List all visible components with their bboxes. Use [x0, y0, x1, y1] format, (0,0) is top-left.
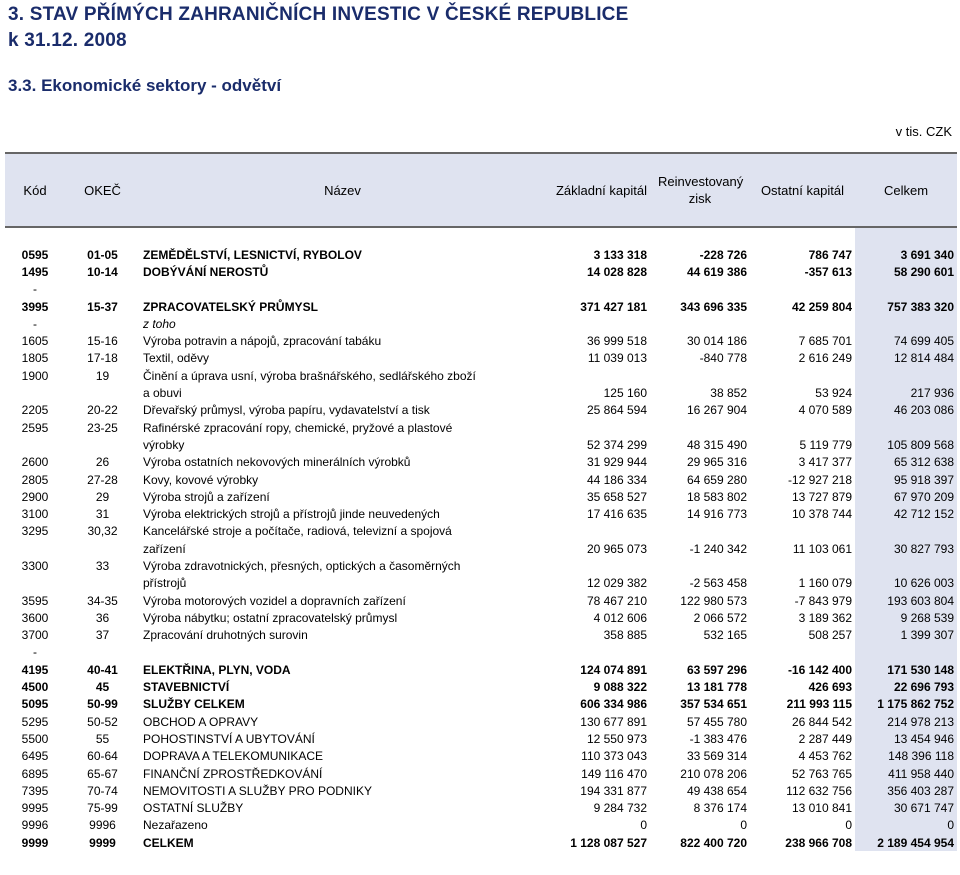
row-kod: 1805	[21, 351, 49, 366]
row-celkem: 171 530 148	[855, 661, 957, 678]
row-kod: 2900	[21, 489, 49, 504]
row-ostatni-kapital: -12 927 218	[787, 472, 852, 487]
table-row	[5, 402, 957, 419]
table-row	[5, 834, 957, 851]
row-okec: 36	[95, 610, 110, 625]
row-kod: 6895	[21, 766, 49, 781]
row-celkem: 74 699 405	[855, 332, 957, 349]
row-okec: 75-99	[87, 801, 118, 816]
section-title: 3.3. Ekonomické sektory - odvětví	[8, 76, 282, 95]
row-okec: 9999	[89, 835, 116, 850]
row-nazev: OSTATNÍ SLUŽBY	[143, 801, 244, 816]
row-kod: 3995	[21, 299, 49, 314]
row-kod: -	[33, 645, 37, 660]
row-reinvestovany-zisk: 8 376 174	[693, 801, 747, 816]
table-header-row	[5, 153, 957, 227]
row-okec: 55	[95, 731, 110, 746]
row-okec: 01-05	[87, 247, 118, 262]
table-row	[5, 730, 957, 747]
row-ostatni-kapital: 211 993 115	[786, 697, 852, 712]
row-ostatni-kapital: 7 685 701	[798, 334, 852, 349]
row-kod: 3100	[21, 507, 49, 522]
row-celkem	[855, 315, 957, 332]
row-zakladni-kapital: 606 334 986	[580, 697, 647, 712]
row-nazev: Dřevařský průmysl, výroba papíru, vydavatelství a tisk	[143, 403, 430, 418]
row-celkem: 58 290 601	[855, 263, 957, 280]
row-kod: 1900	[21, 368, 49, 383]
row-nazev: POHOSTINSTVÍ A UBYTOVÁNÍ	[143, 731, 315, 746]
row-zakladni-kapital: 125 160	[603, 386, 647, 401]
row-nazev: DOBÝVÁNÍ NEROSTŮ	[143, 264, 269, 279]
row-reinvestovany-zisk	[650, 367, 750, 384]
row-reinvestovany-zisk: 49 438 654	[686, 783, 747, 798]
row-celkem: 214 978 213	[855, 713, 957, 730]
row-kod	[5, 384, 65, 401]
row-kod: 3295	[21, 524, 49, 539]
row-okec: 70-74	[87, 783, 118, 798]
row-celkem: 105 809 568	[855, 436, 957, 453]
row-reinvestovany-zisk: 44 619 386	[686, 264, 747, 279]
row-nazev: Výroba nábytku; ostatní zpracovatelský průmysl	[143, 610, 398, 625]
header-kod: Kód	[5, 153, 65, 227]
row-okec: 40-41	[87, 662, 118, 677]
row-zakladni-kapital: 11 039 013	[587, 351, 647, 366]
row-reinvestovany-zisk: 532 165	[703, 628, 747, 643]
row-ostatni-kapital: 3 417 377	[798, 455, 852, 470]
row-okec: 65-67	[87, 766, 118, 781]
row-kod: 9996	[21, 818, 49, 833]
row-kod: 7395	[21, 783, 49, 798]
row-celkem: 9 268 539	[855, 609, 957, 626]
row-reinvestovany-zisk: 343 696 335	[680, 299, 747, 314]
row-okec	[65, 644, 140, 661]
row-kod: -	[33, 282, 37, 297]
row-okec	[65, 384, 140, 401]
row-celkem: 46 203 086	[855, 402, 957, 419]
row-kod: 4500	[21, 680, 49, 695]
row-celkem: 757 383 320	[855, 298, 957, 315]
row-zakladni-kapital: 31 929 944	[586, 455, 647, 470]
row-okec: 50-99	[87, 697, 118, 712]
table-row	[5, 540, 957, 557]
row-zakladni-kapital: 35 658 527	[586, 489, 647, 504]
row-celkem	[855, 419, 957, 436]
table-row	[5, 765, 957, 782]
row-kod: 4195	[21, 662, 49, 677]
row-nazev: Činění a úprava usní, výroba brašnářského, sedlářského zboží	[143, 368, 476, 383]
row-okec: 45	[95, 680, 110, 695]
row-okec	[65, 281, 140, 298]
row-reinvestovany-zisk: -1 383 476	[689, 731, 747, 746]
row-reinvestovany-zisk	[650, 315, 750, 332]
row-kod	[5, 436, 65, 453]
row-celkem	[855, 644, 957, 661]
row-celkem: 148 396 118	[855, 748, 957, 765]
row-zakladni-kapital: 130 677 891	[580, 714, 647, 729]
table-row	[5, 609, 957, 626]
row-kod: 2600	[21, 455, 49, 470]
row-kod: 2805	[21, 472, 49, 487]
header-zakladni-kapital: Základní kapitál	[545, 153, 650, 227]
row-zakladni-kapital: 14 028 828	[586, 264, 647, 279]
row-zakladni-kapital: 12 550 973	[586, 731, 647, 746]
table-row	[5, 592, 957, 609]
row-okec: 9996	[89, 818, 116, 833]
row-ostatni-kapital: 53 924	[815, 386, 852, 401]
row-okec: 17-18	[87, 351, 118, 366]
row-zakladni-kapital: 9 284 732	[593, 801, 647, 816]
row-ostatni-kapital: 786 747	[808, 247, 852, 262]
row-ostatni-kapital: 1 160 079	[798, 576, 852, 591]
row-celkem	[855, 557, 957, 574]
header-okec: OKEČ	[65, 153, 140, 227]
row-nazev: STAVEBNICTVÍ	[143, 680, 230, 695]
row-zakladni-kapital	[545, 644, 650, 661]
header-reinvestovany-zisk: Reinvestovaný zisk	[650, 153, 750, 227]
row-reinvestovany-zisk	[650, 281, 750, 298]
row-nazev: Rafinérské zpracování ropy, chemické, pryžové a plastové	[143, 420, 453, 435]
row-celkem	[855, 281, 957, 298]
table-row	[5, 817, 957, 834]
row-celkem	[855, 367, 957, 384]
row-zakladni-kapital: 110 373 043	[581, 749, 647, 764]
row-kod: 6495	[21, 749, 49, 764]
header-ostatni-kapital: Ostatní kapitál	[750, 153, 855, 227]
row-ostatni-kapital: 3 189 362	[798, 610, 852, 625]
row-ostatni-kapital: 13 010 841	[791, 801, 852, 816]
row-nazev: Textil, oděvy	[143, 351, 210, 366]
row-zakladni-kapital: 194 331 877	[580, 783, 647, 798]
row-kod: 0595	[21, 247, 49, 262]
row-okec	[65, 540, 140, 557]
row-reinvestovany-zisk: -2 563 458	[689, 576, 747, 591]
row-ostatni-kapital: 13 727 879	[791, 489, 852, 504]
row-kod	[5, 540, 65, 557]
row-okec: 34-35	[87, 593, 118, 608]
row-zakladni-kapital	[545, 557, 650, 574]
row-nazev: Výroba ostatních nekovových minerálních výrobků	[143, 455, 411, 470]
row-nazev: Kancelářské stroje a počítače, radiová, televizní a spojová	[143, 524, 452, 539]
row-zakladni-kapital: 124 074 891	[580, 662, 647, 677]
row-reinvestovany-zisk: 16 267 904	[686, 403, 747, 418]
row-nazev: ZPRACOVATELSKÝ PRŮMYSL	[143, 299, 318, 314]
row-reinvestovany-zisk: 29 965 316	[686, 455, 747, 470]
table-row	[5, 315, 957, 332]
row-zakladni-kapital: 4 012 606	[593, 610, 647, 625]
table-row	[5, 713, 957, 730]
row-zakladni-kapital: 25 864 594	[586, 403, 647, 418]
row-ostatni-kapital: -357 613	[804, 264, 852, 279]
row-reinvestovany-zisk: 30 014 186	[686, 334, 747, 349]
row-kod: 9995	[21, 801, 49, 816]
row-nazev: Výroba potravin a nápojů, zpracování tabáku	[143, 334, 382, 349]
row-nazev: Výroba zdravotnických, přesných, optických a časoměrných	[143, 558, 461, 573]
row-reinvestovany-zisk	[650, 523, 750, 540]
row-ostatni-kapital: 4 070 589	[798, 403, 852, 418]
table-row	[5, 644, 957, 661]
row-zakladni-kapital	[545, 419, 650, 436]
row-reinvestovany-zisk: -840 778	[699, 351, 747, 366]
row-okec: 15-37	[87, 299, 118, 314]
row-celkem	[855, 523, 957, 540]
row-celkem: 30 671 747	[855, 800, 957, 817]
row-kod: 5095	[21, 697, 49, 712]
row-okec	[65, 436, 140, 453]
row-nazev: zařízení	[143, 541, 186, 556]
row-reinvestovany-zisk: 357 534 651	[680, 697, 747, 712]
row-kod: 5295	[21, 714, 49, 729]
table-row	[5, 505, 957, 522]
row-reinvestovany-zisk	[650, 419, 750, 436]
row-kod: 1605	[21, 334, 49, 349]
table-row	[5, 696, 957, 713]
table-row	[5, 436, 957, 453]
row-kod: 3600	[21, 610, 49, 625]
table-row	[5, 281, 957, 298]
row-zakladni-kapital: 1 128 087 527	[570, 835, 647, 850]
row-celkem: 1 175 862 752	[855, 696, 957, 713]
row-ostatni-kapital	[750, 557, 855, 574]
row-reinvestovany-zisk: 122 980 573	[680, 593, 747, 608]
row-reinvestovany-zisk: 64 659 280	[686, 472, 747, 487]
table-row	[5, 227, 957, 263]
row-nazev	[140, 644, 545, 661]
row-okec	[65, 315, 140, 332]
row-kod	[5, 575, 65, 592]
row-nazev: ELEKTŘINA, PLYN, VODA	[143, 662, 291, 677]
row-ostatni-kapital: 4 453 762	[798, 749, 852, 764]
row-reinvestovany-zisk	[650, 557, 750, 574]
page-title-date: k 31.12. 2008	[8, 30, 127, 51]
row-reinvestovany-zisk: 210 078 206	[680, 766, 747, 781]
table-row	[5, 332, 957, 349]
row-nazev: Výroba strojů a zařízení	[143, 489, 270, 504]
row-celkem: 3 691 340	[855, 227, 957, 263]
header-nazev: Název	[140, 153, 545, 227]
row-reinvestovany-zisk: 48 315 490	[686, 437, 747, 452]
table-row	[5, 454, 957, 471]
row-okec: 50-52	[87, 714, 118, 729]
table-row	[5, 367, 957, 384]
row-nazev: FINANČNÍ ZPROSTŘEDKOVÁNÍ	[143, 766, 323, 781]
row-kod: 1495	[21, 264, 49, 279]
row-ostatni-kapital	[750, 419, 855, 436]
row-nazev: ZEMĚDĚLSTVÍ, LESNICTVÍ, RYBOLOV	[143, 247, 362, 262]
row-ostatni-kapital: 26 844 542	[791, 714, 852, 729]
row-zakladni-kapital: 44 186 334	[586, 472, 647, 487]
row-zakladni-kapital: 52 374 299	[586, 437, 647, 452]
row-celkem: 1 399 307	[855, 627, 957, 644]
row-okec: 29	[95, 489, 110, 504]
header-celkem: Celkem	[855, 153, 957, 227]
row-kod: 2205	[21, 403, 49, 418]
row-okec: 19	[95, 368, 110, 383]
table-row	[5, 488, 957, 505]
row-okec: 20-22	[87, 403, 118, 418]
row-celkem: 217 936	[855, 384, 957, 401]
row-nazev: DOPRAVA A TELEKOMUNIKACE	[143, 749, 324, 764]
row-ostatni-kapital: 11 103 061	[792, 541, 852, 556]
row-zakladni-kapital: 12 029 382	[586, 576, 647, 591]
row-zakladni-kapital: 0	[640, 818, 647, 833]
table-row	[5, 575, 957, 592]
row-kod: 2595	[21, 420, 49, 435]
table-row	[5, 661, 957, 678]
row-reinvestovany-zisk: 0	[740, 818, 747, 833]
table-row	[5, 471, 957, 488]
row-okec: 30,32	[87, 524, 118, 539]
table-row	[5, 800, 957, 817]
table-row	[5, 384, 957, 401]
row-celkem: 22 696 793	[855, 678, 957, 695]
row-zakladni-kapital: 20 965 073	[586, 541, 647, 556]
row-ostatni-kapital: 238 966 708	[785, 835, 852, 850]
table-row	[5, 748, 957, 765]
row-kod: 3700	[21, 628, 49, 643]
table-row	[5, 523, 957, 540]
row-celkem: 65 312 638	[855, 454, 957, 471]
row-nazev: SLUŽBY CELKEM	[143, 697, 245, 712]
fdi-sector-table	[5, 152, 957, 851]
row-celkem: 30 827 793	[855, 540, 957, 557]
row-okec	[65, 575, 140, 592]
table-row	[5, 627, 957, 644]
row-reinvestovany-zisk: 57 455 780	[686, 714, 747, 729]
row-kod: -	[33, 316, 37, 331]
row-okec: 31	[95, 507, 110, 522]
row-celkem: 193 603 804	[855, 592, 957, 609]
row-zakladni-kapital: 371 427 181	[580, 299, 647, 314]
row-nazev: Výroba motorových vozidel a dopravních zařízení	[143, 593, 406, 608]
row-reinvestovany-zisk: -228 726	[699, 247, 747, 262]
row-celkem: 95 918 397	[855, 471, 957, 488]
row-celkem: 67 970 209	[855, 488, 957, 505]
row-ostatni-kapital: 112 632 756	[786, 783, 852, 798]
row-ostatni-kapital	[750, 315, 855, 332]
row-zakladni-kapital: 9 088 322	[593, 680, 647, 695]
row-celkem: 2 189 454 954	[855, 834, 957, 851]
row-celkem: 12 814 484	[855, 350, 957, 367]
row-okec: 27-28	[87, 472, 118, 487]
row-okec: 15-16	[87, 334, 118, 349]
row-reinvestovany-zisk: 38 852	[710, 386, 747, 401]
row-zakladni-kapital: 358 885	[603, 628, 647, 643]
row-reinvestovany-zisk: 13 181 778	[686, 680, 747, 695]
row-okec: 10-14	[87, 264, 118, 279]
row-reinvestovany-zisk: 33 569 314	[686, 749, 747, 764]
row-reinvestovany-zisk: 822 400 720	[680, 835, 747, 850]
row-nazev: přístrojů	[143, 576, 187, 591]
row-ostatni-kapital	[750, 281, 855, 298]
row-nazev: Výroba elektrických strojů a přístrojů jinde neuvedených	[143, 507, 440, 522]
row-ostatni-kapital: -7 843 979	[794, 593, 852, 608]
row-ostatni-kapital: 0	[845, 818, 852, 833]
row-celkem: 13 454 946	[855, 730, 957, 747]
row-zakladni-kapital	[545, 281, 650, 298]
row-ostatni-kapital: 52 763 765	[791, 766, 852, 781]
row-nazev: NEMOVITOSTI A SLUŽBY PRO PODNIKY	[143, 783, 372, 798]
row-zakladni-kapital: 149 116 470	[581, 766, 647, 781]
table-row	[5, 263, 957, 280]
row-ostatni-kapital	[750, 523, 855, 540]
table-row	[5, 419, 957, 436]
row-zakladni-kapital: 17 416 635	[586, 507, 647, 522]
table-row	[5, 350, 957, 367]
row-ostatni-kapital: 2 616 249	[798, 351, 852, 366]
row-reinvestovany-zisk	[650, 644, 750, 661]
row-ostatni-kapital	[750, 644, 855, 661]
row-nazev: z toho	[143, 316, 176, 331]
row-zakladni-kapital: 78 467 210	[586, 593, 647, 608]
row-ostatni-kapital: -16 142 400	[787, 662, 852, 677]
row-reinvestovany-zisk: 2 066 572	[693, 610, 747, 625]
row-reinvestovany-zisk: -1 240 342	[689, 541, 747, 556]
row-ostatni-kapital: 42 259 804	[791, 299, 852, 314]
row-nazev	[140, 281, 545, 298]
row-okec: 26	[95, 455, 110, 470]
row-nazev: OBCHOD A OPRAVY	[143, 714, 259, 729]
row-okec: 23-25	[87, 420, 118, 435]
page-title: 3. STAV PŘÍMÝCH ZAHRANIČNÍCH INVESTIC V ČESKÉ REPUBLICE	[8, 4, 629, 25]
row-ostatni-kapital: 5 119 779	[799, 437, 852, 452]
row-okec: 33	[95, 558, 110, 573]
table-row	[5, 298, 957, 315]
unit-label: v tis. CZK	[895, 124, 952, 139]
row-nazev: Zpracování druhotných surovin	[143, 628, 308, 643]
row-kod: 3595	[21, 593, 49, 608]
row-kod: 9999	[21, 835, 49, 850]
row-nazev: Kovy, kovové výrobky	[143, 472, 259, 487]
table-row	[5, 557, 957, 574]
row-nazev: Nezařazeno	[143, 818, 208, 833]
row-ostatni-kapital: 2 287 449	[798, 731, 852, 746]
table-row	[5, 678, 957, 695]
row-kod: 5500	[21, 731, 49, 746]
row-zakladni-kapital	[545, 315, 650, 332]
row-celkem: 411 958 440	[855, 765, 957, 782]
row-celkem: 10 626 003	[855, 575, 957, 592]
row-celkem: 42 712 152	[855, 505, 957, 522]
row-zakladni-kapital	[545, 367, 650, 384]
row-kod: 3300	[21, 558, 49, 573]
row-nazev: CELKEM	[143, 835, 194, 850]
row-ostatni-kapital: 426 693	[808, 680, 852, 695]
row-zakladni-kapital: 3 133 318	[593, 247, 647, 262]
row-nazev: výrobky	[143, 437, 185, 452]
row-ostatni-kapital: 508 257	[808, 628, 852, 643]
row-zakladni-kapital: 36 999 518	[586, 334, 647, 349]
row-reinvestovany-zisk: 18 583 802	[686, 489, 747, 504]
row-reinvestovany-zisk: 14 916 773	[686, 507, 747, 522]
table-row	[5, 782, 957, 799]
row-ostatni-kapital	[750, 367, 855, 384]
row-ostatni-kapital: 10 378 744	[791, 507, 852, 522]
row-reinvestovany-zisk: 63 597 296	[686, 662, 747, 677]
row-celkem: 356 403 287	[855, 782, 957, 799]
row-nazev: a obuvi	[143, 386, 182, 401]
row-okec: 60-64	[87, 749, 118, 764]
row-celkem: 0	[855, 817, 957, 834]
row-zakladni-kapital	[545, 523, 650, 540]
row-okec: 37	[95, 628, 110, 643]
